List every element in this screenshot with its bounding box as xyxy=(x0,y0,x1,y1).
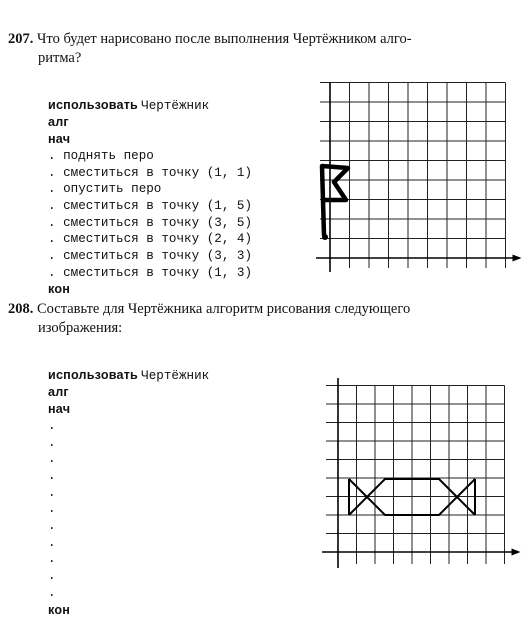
x-axis-arrow xyxy=(512,549,521,556)
code-dot: . xyxy=(48,535,56,550)
begin-keyword: нач xyxy=(48,402,71,417)
code-line: . сместиться в точку (3, 3) xyxy=(48,249,253,264)
problem-208-line1: Составьте для Чертёжника алгоритм рисования следующего xyxy=(37,301,411,317)
code-dot: . xyxy=(48,552,56,567)
code-line: . сместиться в точку (2, 4) xyxy=(48,232,253,247)
alg-keyword: алг xyxy=(48,115,69,130)
problem-207-line2: ритма? xyxy=(38,50,82,66)
code-line: . сместиться в точку (1, 5) xyxy=(48,198,253,213)
problem-207-code xyxy=(48,80,252,315)
code-dot: . xyxy=(48,485,56,500)
alg-keyword: алг xyxy=(48,385,69,400)
problem-208-text xyxy=(8,300,520,338)
code-dot: . xyxy=(48,468,56,483)
grid-207 xyxy=(308,82,528,278)
code-line: . сместиться в точку (3, 5) xyxy=(48,215,253,230)
code-dot: . xyxy=(48,435,56,450)
problem-207-number: 207. xyxy=(8,31,34,47)
code-dot: . xyxy=(48,502,56,517)
code-line: . сместиться в точку (1, 3) xyxy=(48,265,253,280)
use-keyword: использовать xyxy=(48,97,139,112)
problem-207-text xyxy=(8,30,520,68)
executor-name: Чертёжник xyxy=(141,98,210,113)
code-dot: . xyxy=(48,452,56,467)
code-dot: . xyxy=(48,569,56,584)
begin-keyword: нач xyxy=(48,132,71,147)
code-dot: . xyxy=(48,418,56,433)
handwritten-flag-drawing xyxy=(322,166,348,235)
code-dot: . xyxy=(48,585,56,600)
problem-208-line2: изображения: xyxy=(38,320,123,336)
problem-208-code xyxy=(48,350,209,635)
grid-208 xyxy=(312,378,524,580)
pen-start-dot xyxy=(322,234,328,240)
x-axis-arrow xyxy=(513,255,522,262)
end-keyword: кон xyxy=(48,282,71,297)
code-line: . опустить перо xyxy=(48,182,162,197)
code-dot: . xyxy=(48,519,56,534)
problem-207-line1: Что будет нарисовано после выполнения Чертёжником алго- xyxy=(37,31,412,47)
executor-name: Чертёжник xyxy=(141,368,210,383)
code-line: . сместиться в точку (1, 1) xyxy=(48,165,253,180)
code-line: . поднять перо xyxy=(48,148,154,163)
use-keyword: использовать xyxy=(48,367,139,382)
problem-208-number: 208. xyxy=(8,301,34,317)
end-keyword: кон xyxy=(48,602,71,617)
